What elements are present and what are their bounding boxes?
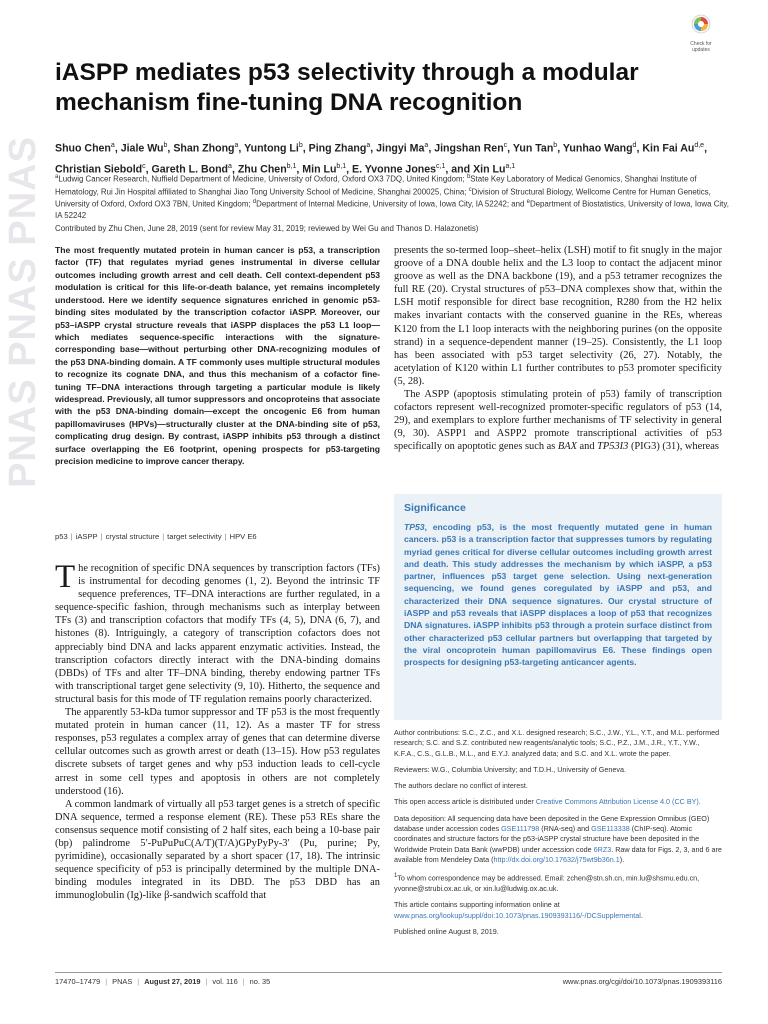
footer-divider (55, 972, 722, 973)
conflict-statement: The authors declare no conflict of interest. (394, 781, 528, 791)
author-affiliation-marker: b,1 (286, 162, 297, 170)
intro-paragraph-3: A common landmark of virtually all p53 target genes is a stretch of specific DNA sequence, termed a response element (RE). These p53 REs share the consensus sequence motif consisting of 2 half sites, each being a 10-base pair (bp) palindrome 5′-PuPuPuC(A/T)(T/A)GPyPyPy-3′ (Pu, purine; Py, pyrimidine), occasionally separated by a short spacer (17, 18). The intrinsic sequence specificity of p53 is principally determined by the multiple DNA-binding modules integrated in its DBD. The p53 DBD has an immunoglobulin (Ig)-like β-sandwich scaffold that (55, 798, 380, 902)
updates-badge-line2: updates (692, 47, 710, 53)
author-affiliation-marker: c (142, 162, 146, 170)
geo-link-2[interactable]: GSE113338 (591, 824, 630, 834)
intro-paragraph-5: The ASPP (apoptosis stimulating protein of p53) family of transcription cofactors represent well-recognized promoter-specific regulators of p53 (14, 29), and exemplars to explore further mechanisms of TF selectivity in general (9, 30). ASPP1 and ASPP2 promote transcriptional activities of p53 specifically on apoptotic genes such as BAX and TP53I3 (PIG3) (31), whereas (394, 389, 722, 453)
affiliation-marker: e (526, 199, 530, 206)
significance-title: Significance (404, 502, 466, 514)
author-name: Yuntong Li (244, 142, 299, 155)
author-affiliation-marker: a,1 (505, 162, 516, 170)
author-affiliation-marker: b,1 (336, 162, 347, 170)
affiliation-text: Division of Structural Biology, Wellcome Centre for Human Genetics, University of Oxford, Oxford OX3 7BN, United Kingdom; (55, 187, 711, 209)
author-affiliation-marker: d (632, 142, 637, 149)
abstract: The most frequently mutated protein in human cancer is p53, a transcription factor (TF) that regulates myriad genes instrumental in diverse cellular outcomes including growth arrest and cell death. Cell context-dependent p53 modulation is critical for this life-or-death balance, yet remains incompletely understood. Here we identify sequence signatures enriched in genomic p53-binding sites modulated by the transcription cofactor iASPP. Moreover, our p53–iASPP crystal structure reveals that iASPP displaces the p53 L1 loop—which mediates sequence-specific interactions with the signature-corresponding base—without perturbing other DNA-recognizing modules of the p53 DNA-binding domain. A TF commonly uses multiple structural modules to recognize its cognate DNA, and thus this mechanism of a cofactor fine-tuning TF–DNA interactions through targeting a particular module is likely widespread. Previously, all tumor suppressors and oncoproteins that associate with the p53 DNA-binding domain—except the oncogenic E6 from human papillomaviruses (HPVs)—structurally cluster at the DNA-binding site of p53, complicating drug design. By contrast, iASPP inhibits p53 through a distinct surface overlapping the E6 footprint, opening prospects for p53-targeting precision medicine to improve cancer therapy. (55, 245, 380, 467)
body-right-column (394, 244, 722, 454)
contributed-by: Contributed by Zhu Chen, June 28, 2019 (sent for review May 31, 2019; reviewed by Wei Gu and Thanos D. Halazonetis) (55, 224, 479, 233)
author-name: Shuo Chen (55, 142, 111, 155)
author-name: Ping Zhang (308, 142, 367, 155)
author-affiliation-marker: b (163, 142, 168, 149)
intro-paragraph-1: The recognition of specific DNA sequences by transcription factors (TFs) is instrumental for decoding genomes (1, 2). Beyond the intrinsic TF sequence preferences, TF–DNA interactions are further regulated, in a sequence-specific fashion, through mechanisms such as interplay between TFs (3) and transcription cofactors that modify TFs (4, 5), DNA (6, 7), and histones (8). Intriguingly, a category of transcription cofactors does not appreciably bind DNA and lacks apparent enzymatic activities. Instead, the transcription cofactors directly interact with the DNA-binding domains (DBDs) of TFs and alter TF–DNA binding, thereby endowing partner TFs with transcriptional target gene selectivity (9, 10). Hitherto, the sequence and structural basis for this mode of TF regulation remains poorly characterized. (55, 559, 380, 705)
affiliation-text: Department of Biostatistics, University of Iowa, Iowa City, IA 52242 (55, 199, 729, 220)
author-name: E. Yvonne Jones (352, 163, 437, 176)
author-affiliation-marker: a (424, 142, 429, 149)
correspondence-note: $^1$To whom correspondence may be addressed. Email: zchen@stn.sh.cn, min.lu@shsmu.edu.cn, yvonne@strubi.ox.ac.uk, or xin.lu@ludwig.ox.ac.uk. (394, 873, 700, 893)
supporting-information: This article contains supporting information online at www.pnas.org/lookup/suppl/doi:10.1073/pnas.1909393116/-/DCSupplemental. (394, 900, 643, 920)
drop-cap: T (55, 559, 76, 595)
updates-badge-line1: Check for (690, 41, 712, 47)
affiliation-marker: c (468, 186, 472, 193)
footer-doi-link[interactable]: www.pnas.org/cgi/doi/10.1073/pnas.1909393116 (562, 977, 722, 986)
intro-paragraph-4: presents the so-termed loop–sheet–helix (LSH) motif to fit snugly in the major groove of a DNA double helix and the L3 loop to contact the adjacent minor groove as well as the DNA backbone (19), and a p53 tetramer recognizes the full RE (20). Crystal structures of p53–DNA complexes show that, within the LSH motif responsible for direct base recognition, R280 from the H2 helix makes invariant contacts with the conserved guanine in the REs, whereas K120 from the L1 loop interacts with the neighboring purines (on the opposite strand) in a sequence-dependent manner (19–25). Consistently, the L1 loop has been associated with p53 target selectivity (26, 27). Notably, the acetylation of K120 within L1 further contributes to p53 promoter specificity (5, 28). (394, 245, 722, 387)
affiliation-marker: a (55, 174, 59, 180)
author-name: Gareth L. Bond (151, 163, 229, 176)
author-name: Shan Zhong (173, 142, 235, 155)
significance-text: TP53, encoding p53, is the most frequently mutated gene in human cancers. p53 is a transcription factor that suppresses tumors by regulating myriad genes critical for diverse cellular outcomes including growth arrest and death. This study addresses the mechanism by which iASPP, a p53 partner, influences p53 target gene selection. Using next-generation sequencing, we found genes coregulated by iASPP and p53, and characterized their DNA sequence signatures. Our crystal structure of iASPP and p53 reveals that iASPP displaces a loop of p53 that recognizes DNA signatures. iASPP inhibits p53 through a protein surface distinct from other characterized p53 cellular partners but overlapping that targeted by the viral oncoprotein human papillomavirus E6. These findings open prospects for designing p53-targeting anticancer agents. (404, 522, 712, 668)
footer-number: no. 35 (249, 977, 271, 986)
keyword-separator: | (224, 532, 227, 541)
footer-volume: vol. 116 (212, 977, 238, 986)
affiliation-marker: b (466, 174, 471, 180)
author-name: Kin Fai Au (642, 142, 695, 155)
supplemental-link[interactable]: www.pnas.org/lookup/suppl/doi:10.1073/pnas.1909393116/-/DCSupplemental (394, 910, 641, 920)
author-name: Yunhao Wang (562, 142, 633, 155)
keyword: iASPP (75, 532, 98, 541)
affiliation-text: State Key Laboratory of Medical Genomics, Shanghai Institute of Hematology, Rui Jin Hospital affiliated to Shanghai Jiao Tong University School of Medicine, Shanghai 200025, China; (55, 174, 697, 197)
keyword: p53 (55, 532, 68, 541)
geo-link-1[interactable]: GSE111798 (501, 824, 540, 834)
published-date: Published online August 8, 2019. (394, 926, 499, 936)
keyword: crystal structure (105, 532, 160, 541)
footer-date: August 27, 2019 (144, 977, 201, 986)
reviewers: Reviewers: W.G., Columbia University; and T.D.H., University of Geneva. (394, 764, 626, 774)
article-title: iASPP mediates p53 selectivity through a modular mechanism fine-tuning DNA recognition (55, 59, 639, 116)
author-contributions: Author contributions: S.C., Z.C., and X.L. designed research; S.C., J.W., Y.L., Y.T., and M.L. performed research; S.C. and S.Z. contributed new reagents/analytic tools; S.C., P.Z., J.M., J.R., Y.T., Y.W., K.F.A., C.S., G.L.B., M.L., and E.Y.J. analyzed data; and S.C. and X.L. wrote the paper. (394, 728, 720, 758)
author-name: Min Lu (302, 163, 337, 176)
author-affiliation-marker: a (234, 142, 239, 149)
article-notes (394, 728, 722, 943)
author-affiliation-marker: c,1 (436, 162, 446, 170)
author-affiliation-marker: c (503, 142, 508, 149)
keyword: HPV E6 (229, 532, 257, 541)
affiliation-text: Ludwig Cancer Research, Nuffield Department of Medicine, University of Oxford, Oxford OX3 7DQ, United Kingdom; (58, 174, 467, 184)
mendeley-link[interactable]: http://dx.doi.org/10.17632/j75wt9b36n.1 (493, 854, 620, 864)
affiliation-text: Department of Internal Medicine, University of Iowa, Iowa City, IA 52242; and (256, 199, 527, 209)
affiliation-marker: d (252, 199, 257, 206)
author-affiliation-marker: b (298, 142, 303, 149)
cc-by-license-link[interactable]: Creative Commons Attribution License 4.0 (CC BY). (535, 797, 701, 807)
keyword-separator: | (70, 532, 73, 541)
keyword-separator: | (162, 532, 165, 541)
author-name: Jingyi Ma (376, 142, 425, 155)
intro-paragraph-2: The apparently 53-kDa tumor suppressor and TF p53 is the most frequently mutated protein in human cancer (11, 12). As a master TF for stress responses, p53 regulates a complex array of genes that can determine diverse cellular outcomes such as growth arrest or death (13–15). How p53 regulates discrete subsets of target genes and why p53 induction leads to cell-cycle arrest in some cell types and apoptosis in others are not completely understood (16). (55, 707, 380, 797)
affiliations (55, 172, 735, 221)
pdb-link[interactable]: 6RZ3 (593, 844, 612, 854)
author-name: Christian Siebold (55, 163, 143, 176)
author-affiliation-marker: a (228, 162, 232, 170)
author-name: Jiale Wu (120, 142, 164, 155)
author-list: Shuo Chen$^a$, Jiale Wu$^b$, Shan Zhong$^a$, Yuntong Li$^b$, Ping Zhang$^a$, Jingyi Ma$^a$, Jingshan Ren$^c$, Yun Tan$^b$, Yunhao Wang$^d$, Kin Fai Au$^{d,e}$, Christian Siebold$^c$, Gareth L. Bond$^a$, Zhu Chen$^{b,1}$, Min Lu$^{b,1}$, E. Yvonne Jones$^{c,1}$, and Xin Lu$^{a,1}$ (55, 142, 708, 176)
author-affiliation-marker: a (110, 142, 115, 149)
author-name: Xin Lu (473, 163, 506, 176)
footer-citation: 17470–17479 | PNAS | August 27, 2019 | vol. 116 | no. 35 (55, 977, 271, 986)
footer-pages: 17470–17479 (55, 977, 101, 986)
author-name: Yun Tan (512, 142, 554, 155)
significance-box (394, 494, 722, 720)
keywords (55, 532, 380, 541)
author-affiliation-marker: a (366, 142, 371, 149)
author-name: Jingshan Ren (434, 142, 504, 155)
check-for-updates-icon (691, 14, 711, 36)
author-name: Zhu Chen (237, 163, 287, 176)
body-left-column (55, 559, 380, 902)
author-affiliation-marker: d,e (694, 142, 705, 149)
keyword-separator: | (100, 532, 103, 541)
data-deposition: Data deposition: All sequencing data have been deposited in the Gene Expression Omnibus (GEO) database under accession codes GSE111798 (RNA-seq) and GSE113338 (ChIP-seq). Atomic coordinates and structure factors for the p53-iASPP crystal structure have been deposited in the Worldwide Protein Data Bank (wwPDB) under accession code 6RZ3. Raw data for Figs. 2, 3, and 6 are available from Mendeley Data (http://dx.doi.org/10.17632/j75wt9b36n.1). (394, 813, 722, 864)
keyword: target selectivity (167, 532, 222, 541)
footer-journal: PNAS (112, 977, 133, 986)
author-affiliation-marker: b (553, 142, 558, 149)
pnas-side-watermark: PNAS PNAS PNAS (2, 136, 44, 488)
check-for-updates-badge[interactable] (681, 14, 721, 53)
open-access-statement: This open access article is distributed under Creative Commons Attribution License 4.0 (CC BY). (394, 797, 701, 807)
